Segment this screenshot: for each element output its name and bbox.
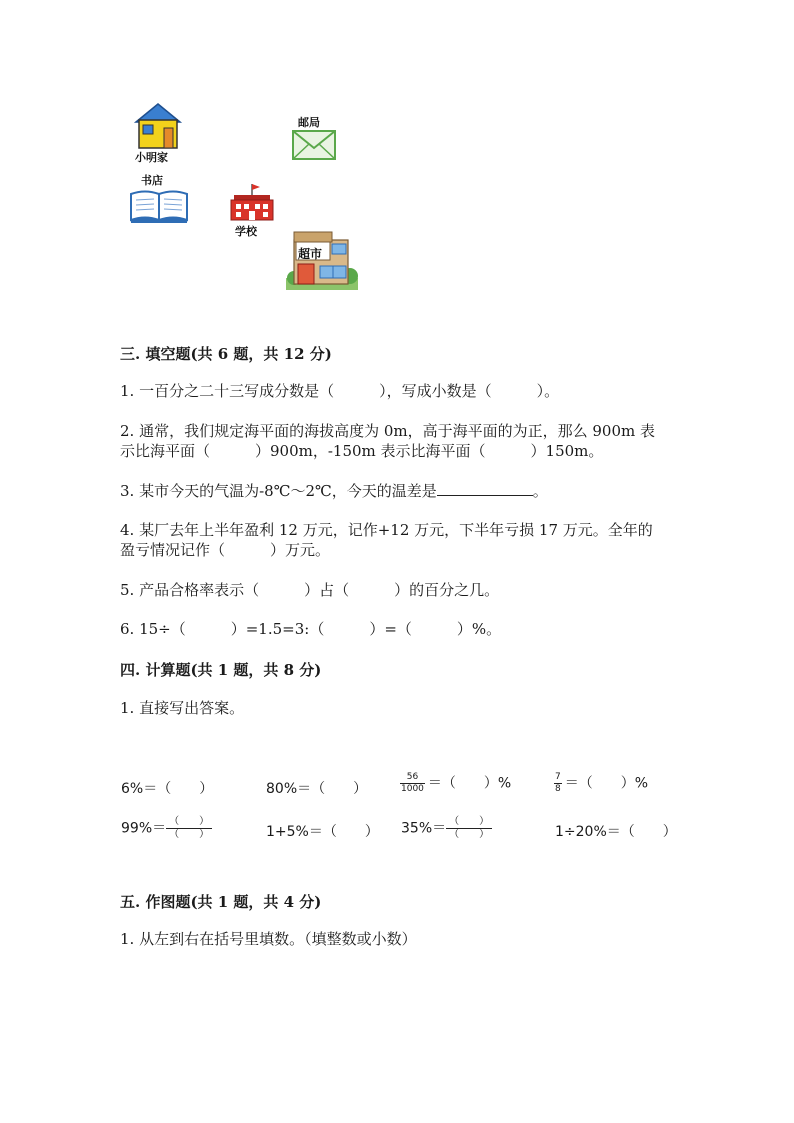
calc-item-6: 1+5%＝（ ） [266,824,379,840]
section4-heading: 四. 计算题(共 1 题，共 8 分) [120,661,322,679]
question-5-1: 1. 从左到右在括号里填数。（填整数或小数） [120,930,417,948]
question-3-5: 5. 产品合格率表示（ ）占（ ）的百分之几。 [120,581,500,599]
calc-item-1: 6%＝（ ） [121,781,214,797]
bookstore-label: 书店 [141,174,163,187]
question-3-3-end: 。 [532,482,548,500]
home-label: 小明家 [135,151,168,164]
fraction-blank[interactable]: $\frac{( )}{( )}$ [166,816,212,841]
question-4-1: 1. 直接写出答案。 [120,699,245,717]
section3-heading: 三. 填空题(共 6 题，共 12 分) [120,345,332,363]
calc-item-8: 1÷20%＝（ ） [555,824,677,840]
book-icon [129,188,189,224]
calc-item-7: 35%＝ $\frac{( )}{( )}$ [401,816,492,841]
envelope-icon [292,130,336,160]
home-icon [133,102,183,150]
calc-item-3: $\frac{56}{1000}$ ＝（ ）% [401,772,512,794]
fraction-blank[interactable]: $\frac{( )}{( )}$ [446,816,492,841]
school-icon [228,182,276,222]
fraction: $\frac{56}{1000}$ [401,772,424,794]
question-3-2-line2: 示比海平面（ ）900m，-150m 表示比海平面（ ）150m。 [120,442,604,460]
calc-item-5: 99%＝ $\frac{( )}{( )}$ [121,816,212,841]
school-label: 学校 [235,225,257,238]
section5-heading: 五. 作图题(共 1 题，共 4 分) [120,893,322,911]
question-3-6: 6. 15÷（ ）=1.5=3:（ ）=（ ）%。 [120,620,502,638]
question-3-4-line1: 4. 某厂去年上半年盈利 12 万元，记作+12 万元，下半年亏损 17 万元。全年的 [120,521,653,539]
post-office-label: 邮局 [298,116,320,129]
calc-item-2: 80%＝（ ） [266,781,368,797]
calc-item-4: $\frac{7}{8}$ ＝（ ）% [555,772,649,794]
question-3-3 [120,481,548,502]
question-3-4-line2: 盈亏情况记作（ ）万元。 [120,541,331,559]
answer-blank[interactable] [437,481,533,496]
question-3-3-text: 3. 某市今天的气温为-8℃～2℃，今天的温差是 [120,482,437,500]
question-3-2-line1: 2. 通常，我们规定海平面的海拔高度为 0m，高于海平面的为正，那么 900m 表 [120,422,656,440]
question-3-1: 1. 一百分之二十三写成分数是（ ），写成小数是（ ）。 [120,382,560,400]
fraction: $\frac{7}{8}$ [555,772,561,794]
supermarket-label: 超市 [298,247,323,261]
